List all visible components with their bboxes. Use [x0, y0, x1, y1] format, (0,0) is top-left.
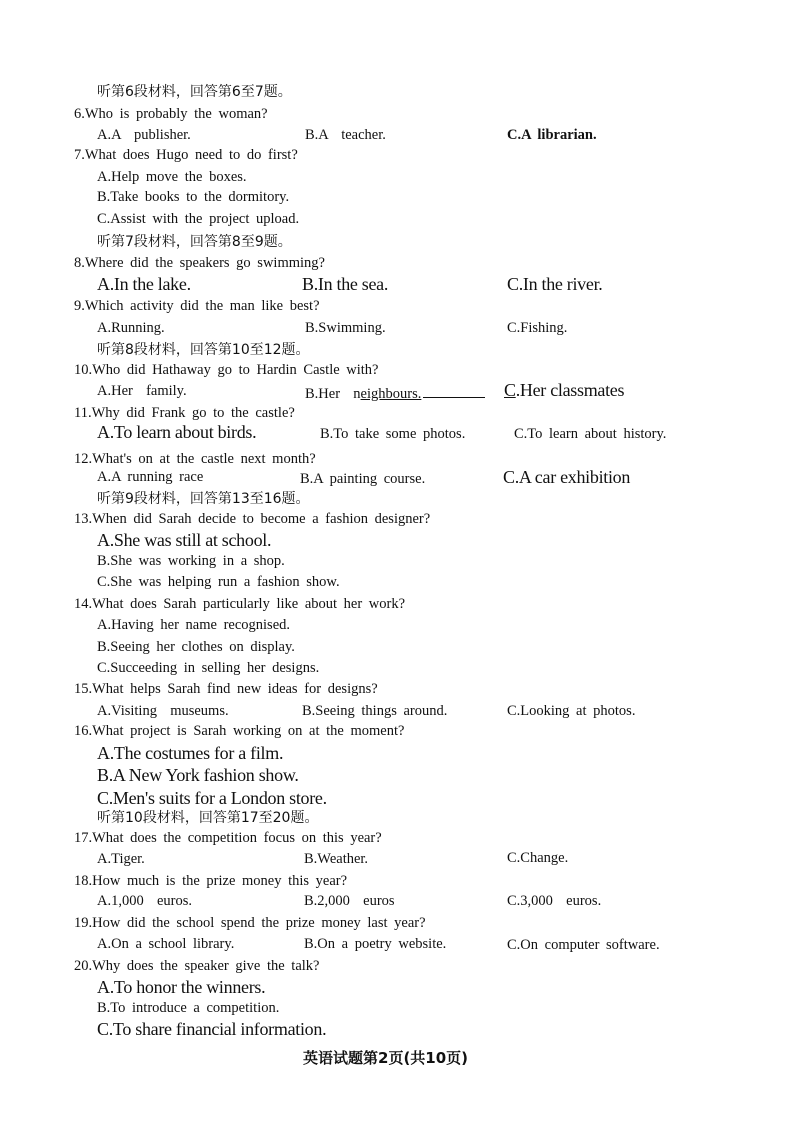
- question-13-option-c: C.She was helping run a fashion show.: [97, 574, 340, 590]
- question-7-stem: 7.What does Hugo need to do first?: [74, 147, 298, 163]
- question-10-option-b-underlined: eighbours.: [360, 386, 422, 402]
- question-14-stem: 14.What does Sarah particularly like about her work?: [74, 596, 406, 612]
- question-10-option-c-letter: C: [504, 380, 516, 400]
- section-8-instruction: 听第8段材料，回答第10至12题。: [97, 342, 310, 358]
- question-20-option-a: A.To honor the winners.: [97, 977, 266, 997]
- question-12-stem: 12.What's on at the castle next month?: [74, 451, 316, 467]
- question-19-stem: 19.How did the school spend the prize money last year?: [74, 915, 426, 931]
- section-9-instruction: 听第9段材料，回答第13至16题。: [97, 491, 310, 507]
- question-15-option-c: C.Looking at photos.: [507, 703, 636, 719]
- question-18-stem: 18.How much is the prize money this year?: [74, 873, 348, 889]
- question-12-option-b: B.A painting course.: [300, 471, 426, 487]
- question-9-option-c: C.Fishing.: [507, 320, 568, 336]
- question-18-option-b: B.2,000 euros: [304, 893, 395, 909]
- question-19-option-c: C.On computer software.: [507, 937, 660, 953]
- question-14-option-b: B.Seeing her clothes on display.: [97, 639, 295, 655]
- question-13-option-b: B.She was working in a shop.: [97, 553, 285, 569]
- question-11-option-a: A.To learn about birds.: [97, 422, 257, 442]
- question-16-stem: 16.What project is Sarah working on at the moment?: [74, 723, 405, 739]
- question-10-option-b-prefix: B.Her n: [305, 386, 361, 402]
- question-8-option-b: B.In the sea.: [302, 274, 389, 294]
- question-6-option-a: A.A publisher.: [97, 127, 191, 143]
- question-9-stem: 9.Which activity did the man like best?: [74, 298, 320, 314]
- question-11-option-c: C.To learn about history.: [514, 426, 667, 442]
- question-18-option-c: C.3,000 euros.: [507, 893, 602, 909]
- section-6-instruction: 听第6段材料，回答第6至7题。: [97, 84, 292, 100]
- question-10-stem: 10.Who did Hathaway go to Hardin Castle with?: [74, 362, 379, 378]
- question-19-option-a: A.On a school library.: [97, 936, 235, 952]
- question-7-option-b: B.Take books to the dormitory.: [97, 189, 290, 205]
- question-8-option-a: A.In the lake.: [97, 274, 191, 294]
- question-10-option-b: [305, 385, 485, 402]
- question-8-option-c: C.In the river.: [507, 274, 603, 294]
- section-10-instruction: 听第10段材料，回答第17至20题。: [97, 810, 319, 826]
- question-8-stem: 8.Where did the speakers go swimming?: [74, 255, 325, 271]
- question-6-option-c: C.A librarian.: [507, 127, 597, 143]
- question-17-option-b: B.Weather.: [304, 851, 369, 867]
- question-11-option-b: B.To take some photos.: [320, 426, 466, 442]
- question-16-option-b: B.A New York fashion show.: [97, 765, 299, 785]
- question-10-option-a: A.Her family.: [97, 383, 187, 399]
- question-9-option-a: A.Running.: [97, 320, 165, 336]
- question-7-option-c: C.Assist with the project upload.: [97, 211, 300, 227]
- question-19-option-b: B.On a poetry website.: [304, 936, 447, 952]
- question-17-option-a: A.Tiger.: [97, 851, 145, 867]
- question-17-option-c: C.Change.: [507, 850, 569, 866]
- question-12-option-a: A.A running race: [97, 469, 204, 485]
- question-16-option-c: C.Men's suits for a London store.: [97, 788, 327, 808]
- answer-blank-line: [423, 385, 485, 398]
- question-13-option-a: A.She was still at school.: [97, 530, 272, 550]
- question-6-option-b: B.A teacher.: [305, 127, 386, 143]
- question-15-option-b: B.Seeing things around.: [302, 703, 448, 719]
- question-11-stem: 11.Why did Frank go to the castle?: [74, 405, 295, 421]
- question-14-option-a: A.Having her name recognised.: [97, 617, 291, 633]
- question-20-option-b: B.To introduce a competition.: [97, 1000, 280, 1016]
- question-18-option-a: A.1,000 euros.: [97, 893, 193, 909]
- question-7-option-a: A.Help move the boxes.: [97, 169, 247, 185]
- question-10-option-c: [504, 381, 624, 399]
- question-14-option-c: C.Succeeding in selling her designs.: [97, 660, 320, 676]
- question-17-stem: 17.What does the competition focus on this year?: [74, 830, 382, 846]
- page-footer: 英语试题第2页(共10页): [303, 1049, 469, 1067]
- question-12-option-c: C.A car exhibition: [503, 467, 631, 487]
- question-13-stem: 13.When did Sarah decide to become a fashion designer?: [74, 511, 431, 527]
- question-6-stem: 6.Who is probably the woman?: [74, 106, 268, 122]
- question-15-option-a: A.Visiting museums.: [97, 703, 229, 719]
- section-7-instruction: 听第7段材料，回答第8至9题。: [97, 234, 292, 250]
- question-20-stem: 20.Why does the speaker give the talk?: [74, 958, 320, 974]
- question-10-option-c-text: .Her classmates: [515, 380, 625, 400]
- question-9-option-b: B.Swimming.: [305, 320, 386, 336]
- question-15-stem: 15.What helps Sarah find new ideas for designs?: [74, 681, 378, 697]
- question-16-option-a: A.The costumes for a film.: [97, 743, 284, 763]
- question-20-option-c: C.To share financial information.: [97, 1019, 327, 1039]
